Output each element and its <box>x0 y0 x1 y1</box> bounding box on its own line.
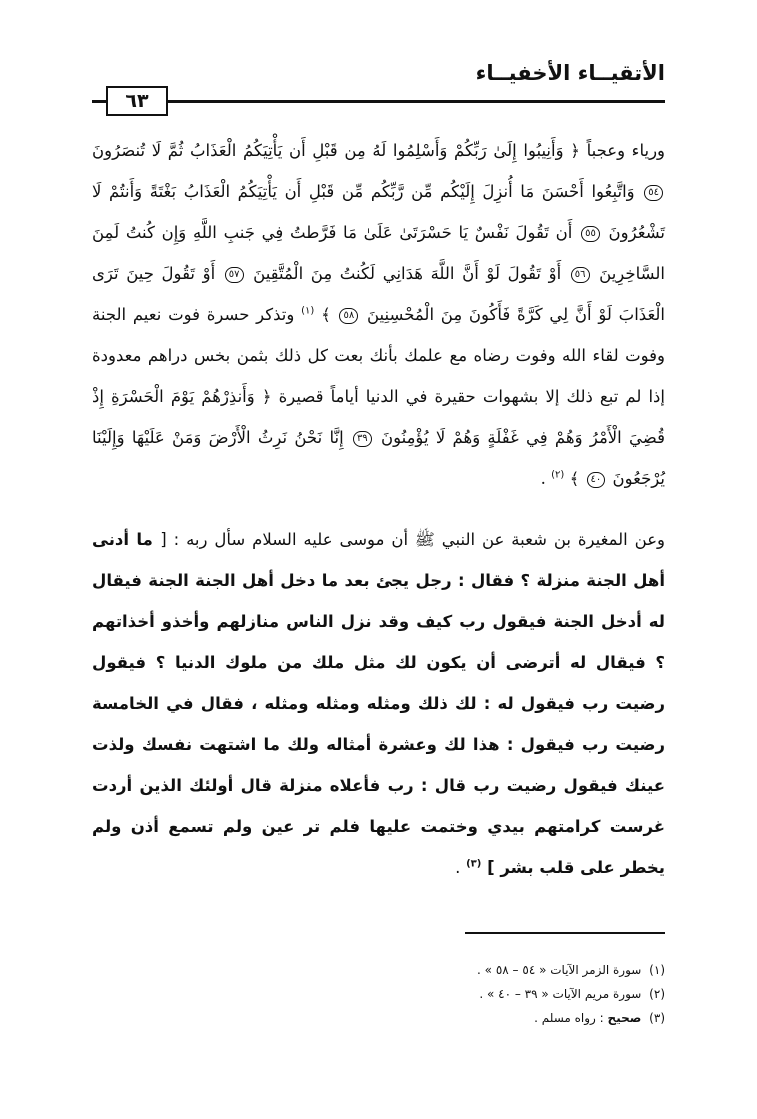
quran-verse: وَأَنِيبُوا إِلَىٰ رَبِّكُمْ وَأَسْلِمُوا لَهُ مِن قَبْلِ أَن يَأْتِيَكُمُ الْعَذَابُ ثُمَّ لَا تُنصَرُونَ <box>92 141 564 160</box>
footnote-item <box>300 982 665 1006</box>
footnote-grade: صحيح <box>607 1011 642 1025</box>
footnote-text: : رواه مسلم . <box>534 1011 604 1025</box>
paragraph-quran-excerpt <box>92 130 665 499</box>
quran-verse: وَأَنذِرْهُمْ يَوْمَ الْحَسْرَةِ إِذْ قُضِيَ الْأَمْرُ وَهُمْ فِي غَفْلَةٍ وَهُمْ لَا يُؤْمِنُونَ <box>92 387 665 447</box>
footnote-item <box>300 1006 665 1030</box>
quran-verse: وَاتَّبِعُوا أَحْسَنَ مَا أُنزِلَ إِلَيْكُم مِّن رَّبِّكُم مِّن قَبْلِ أَن يَأْتِيَكُمُ الْعَذَابُ بَغْتَةً وَأَنتُمْ لَا تَشْعُرُونَ <box>92 182 666 242</box>
quran-verse: أَوْ تَقُولَ حِينَ تَرَى الْعَذَابَ لَوْ أَنَّ لِي كَرَّةً فَأَكُونَ مِنَ الْمُحْسِنِينَ <box>92 264 666 324</box>
footnote-number: (٢) <box>649 987 665 1001</box>
quran-verse: أَن تَقُولَ نَفْسٌ يَا حَسْرَتَىٰ عَلَىٰ مَا فَرَّطتُ فِي جَنبِ اللَّهِ وَإِن كُنتُ لَمِنَ السَّاخِرِينَ <box>92 223 665 283</box>
hadith-text: ما أدنى أهل الجنة منزلة ؟ فقال : رجل يجئ بعد ما دخل أهل الجنة الجنة فيقال له أدخل الجنة فيقول رب كيف وقد نزل الناس منازلهم وأخذو أخذاتهم ؟ فيقال له أترضى أن يكون لك مثل ملك من ملوك الدنيا ؟ فيقول رضيت رب فيقول له : لك ذلك ومثله ومثله ومثله ، فقال في الخامسة رضيت رب فيقول : هذا لك وعشرة أمثاله ولك ما اشتهت نفسك ولذت عينك فيقول رضيت رب قال : رب فأعلاه منزلة قال أولئك الذين أردت غرست كرامتهم بيدي وختمت عليها فلم تر عين ولم تسمع أذن ولم يخطر على قلب بشر ] <box>92 530 665 877</box>
sentence-end: . <box>455 858 461 877</box>
ayah-number: ٥٧ <box>225 267 244 283</box>
ayah-number: ٣٩ <box>353 431 372 447</box>
quran-verse: أَوْ تَقُولَ لَوْ أَنَّ اللَّهَ هَدَانِي لَكُنتُ مِنَ الْمُتَّقِينَ <box>253 264 562 283</box>
running-title: الأتقيــاء الأخفيــاء <box>475 61 665 85</box>
footnote-number: (٣) <box>649 1011 665 1025</box>
footnote-separator <box>465 932 665 934</box>
footnote-item <box>300 958 665 982</box>
quran-close-brace: ﴾ <box>569 469 580 488</box>
footnote-number: (١) <box>649 963 665 977</box>
hadith-intro: وعن المغيرة بن شعبة عن النبي ﷺ أن موسى عليه السلام سأل ربه : [ <box>160 530 666 549</box>
ayah-number: ٥٤ <box>644 185 663 201</box>
quran-open-brace: ﴿ <box>261 387 272 406</box>
ayah-number: ٥٨ <box>339 308 358 324</box>
quran-close-brace: ﴾ <box>321 305 331 324</box>
body-text: ورياء وعجباً <box>586 141 665 160</box>
sentence-end: . <box>540 469 546 488</box>
page-body <box>92 130 665 888</box>
footnote-marker[interactable]: (٣) <box>466 858 482 870</box>
ayah-number: ٤٠ <box>587 472 606 488</box>
header-rule <box>92 100 665 103</box>
footnote-marker[interactable]: (٢) <box>551 469 565 481</box>
footnotes <box>300 958 665 1030</box>
quran-open-brace: ﴿ <box>570 141 580 160</box>
footnote-text: سورة الزمر الآيات « ٥٤ – ٥٨ » . <box>477 963 642 977</box>
page-number: ٦٣ <box>106 86 168 116</box>
footnote-text: سورة مريم الآيات « ٣٩ – ٤٠ » . <box>479 987 642 1001</box>
page-header <box>92 58 665 122</box>
ayah-number: ٥٦ <box>571 267 590 283</box>
footnote-marker[interactable]: (١) <box>301 305 315 317</box>
paragraph-hadith <box>92 519 665 888</box>
ayah-number: ٥٥ <box>581 226 600 242</box>
quran-verse: إِنَّا نَحْنُ نَرِثُ الْأَرْضَ وَمَنْ عَلَيْهَا وَإِلَيْنَا يُرْجَعُونَ <box>92 428 665 488</box>
body-text: وتذكر حسرة فوت نعيم الجنة وفوت لقاء الله وفوت رضاه مع علمك بأنك بعت كل ذلك بثمن بخس دراهم معدودة إذا لم تبع ذلك إلا بشهوات حقيرة في الدنيا أياماً قصيرة <box>92 305 665 406</box>
